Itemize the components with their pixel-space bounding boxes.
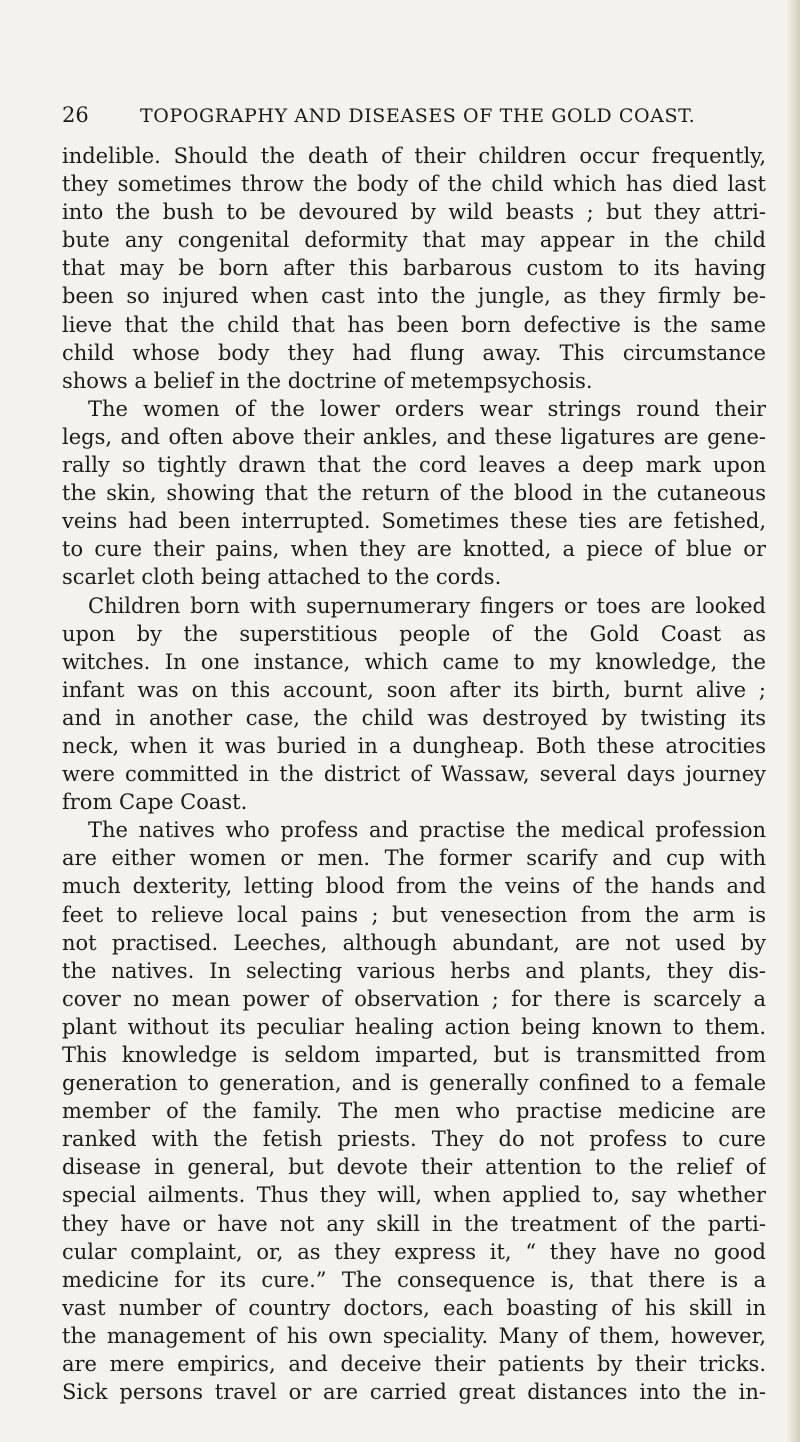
paragraph (62, 816, 766, 1406)
text-line: disease in general, but devote their attention to the relief of (62, 1155, 766, 1180)
text-line: scarlet cloth being attached to the cords. (62, 565, 502, 590)
text-line: generation to generation, and is generally confined to a female (62, 1071, 766, 1096)
text-line: legs, and often above their ankles, and these ligatures are gene- (62, 424, 766, 449)
text-line: from Cape Coast. (62, 790, 248, 815)
text-line: the management of his own speciality. Many of them, however, (62, 1323, 766, 1348)
text-line: vast number of country doctors, each boasting of his skill in (62, 1295, 766, 1320)
text-line: that may be born after this barbarous custom to its having (62, 256, 766, 281)
text-line: were committed in the district of Wassaw, several days journey (62, 762, 766, 787)
text-line: been so injured when cast into the jungle, as they firmly be- (62, 284, 766, 309)
text-line: neck, when it was buried in a dungheap. Both these atrocities (62, 733, 766, 758)
text-line: cover no mean power of observation ; for there is scarcely a (62, 986, 766, 1011)
text-line: they sometimes throw the body of the child which has died last (62, 172, 766, 197)
text-line: the skin, showing that the return of the blood in the cutaneous (62, 481, 766, 506)
text-line: veins had been interrupted. Sometimes these ties are fetished, (62, 509, 766, 534)
text-line: upon by the superstitious people of the Gold Coast as (62, 621, 766, 646)
text-line: child whose body they had flung away. This circumstance (62, 340, 766, 365)
text-line: The natives who profess and practise the medical profession (88, 818, 766, 843)
text-line: and in another case, the child was destroyed by twisting its (62, 705, 766, 730)
text-line: medicine for its cure.” The consequence is, that there is a (62, 1267, 766, 1292)
text-line: This knowledge is seldom imparted, but is transmitted from (62, 1043, 766, 1067)
text-line: into the bush to be devoured by wild beasts ; but they attri- (62, 200, 766, 225)
text-line: shows a belief in the doctrine of metempsychosis. (62, 368, 593, 393)
text-line: indelible. Should the death of their children occur frequently, (62, 144, 766, 168)
text-line: plant without its peculiar healing action being known to them. (62, 1014, 766, 1039)
text-line: feet to relieve local pains ; but venesection from the arm is (62, 902, 766, 927)
text-line: the natives. In selecting various herbs and plants, they dis- (62, 958, 766, 983)
text-line: cular complaint, or, as they express it, “ they have no good (62, 1239, 766, 1264)
paragraph (62, 395, 766, 592)
text-line: rally so tightly drawn that the cord leaves a deep mark upon (62, 453, 766, 478)
page-number: 26 (62, 103, 89, 127)
running-header (62, 103, 752, 133)
text-line: Children born with supernumerary fingers or toes are looked (88, 593, 766, 618)
text-line: they have or have not any skill in the treatment of the parti- (62, 1211, 766, 1236)
text-line: The women of the lower orders wear strings round their (88, 396, 766, 421)
text-line: infant was on this account, soon after its birth, burnt alive ; (62, 677, 766, 702)
text-line: are mere empirics, and deceive their patients by their tricks. (62, 1352, 766, 1377)
text-line: not practised. Leeches, although abundant, are not used by (62, 930, 766, 955)
text-line: witches. In one instance, which came to my knowledge, the (62, 649, 766, 674)
text-line: Sick persons travel or are carried great distances into the in- (62, 1380, 766, 1405)
text-line: are either women or men. The former scarify and cup with (62, 846, 766, 871)
text-line: special ailments. Thus they will, when applied to, say whether (62, 1183, 766, 1208)
body-text (62, 142, 766, 1406)
text-line: much dexterity, letting blood from the veins of the hands and (62, 874, 766, 899)
text-line: bute any congenital deformity that may appear in the child (62, 228, 766, 253)
text-line: member of the family. The men who practise medicine are (62, 1099, 766, 1124)
paragraph (62, 592, 766, 817)
paragraph (62, 142, 766, 395)
text-line: lieve that the child that has been born defective is the same (62, 312, 766, 337)
text-line: ranked with the fetish priests. They do not profess to cure (62, 1127, 766, 1152)
page-edge-shadow (786, 0, 800, 1442)
text-line: to cure their pains, when they are knotted, a piece of blue or (62, 537, 766, 562)
running-title: TOPOGRAPHY AND DISEASES OF THE GOLD COAST. (140, 105, 696, 127)
